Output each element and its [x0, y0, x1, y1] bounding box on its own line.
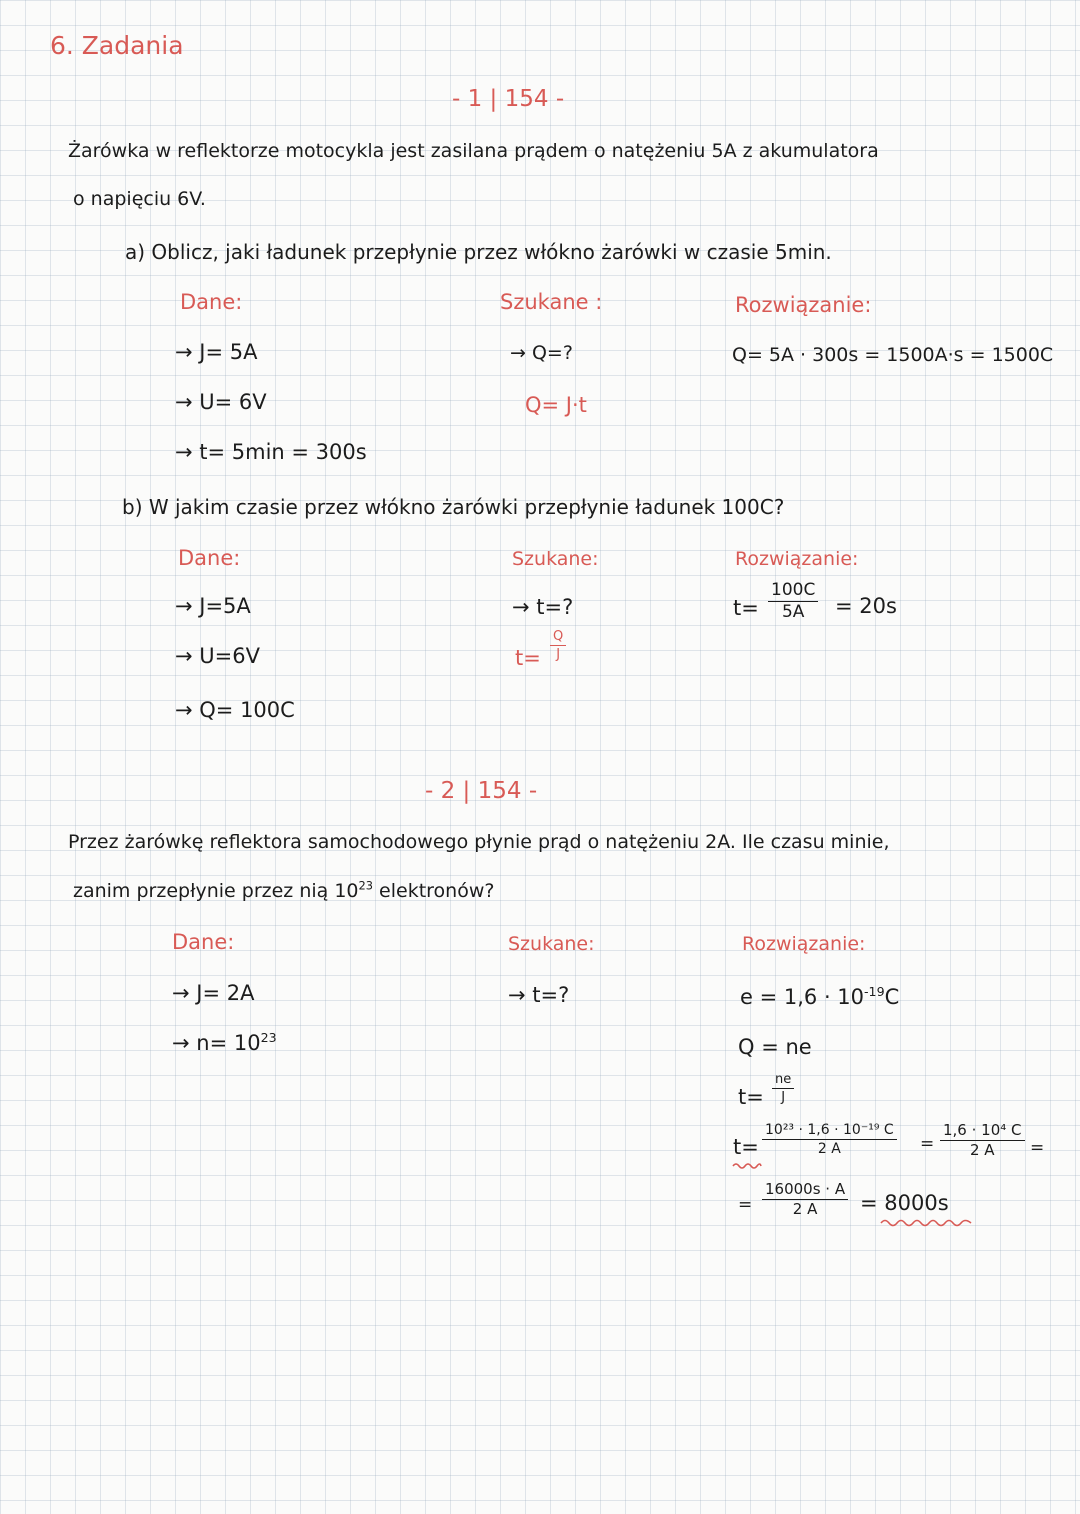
task2-calc-fraction-1 — [762, 1123, 897, 1156]
task2-dane-current: → J= 2A — [172, 981, 255, 1005]
task1a-dane-item: → t= 5min = 300s — [175, 440, 367, 464]
task1b-formula-fraction — [550, 630, 566, 661]
task1b-solution-rhs: = 20s — [835, 594, 897, 618]
task1-number: - 1 | 154 - — [452, 86, 565, 112]
task2-elementary-charge — [740, 984, 900, 1009]
task2-charge-exponent: -19 — [864, 984, 885, 999]
underline-squiggle — [880, 1218, 972, 1228]
task2-time-formula-fraction — [772, 1073, 794, 1104]
task1a-rozwiazanie-label: Rozwiązanie: — [735, 293, 872, 317]
task2-calc-equals: = — [920, 1134, 935, 1154]
task1a-dane-label: Dane: — [180, 290, 243, 314]
fraction-denominator: J — [781, 1090, 786, 1105]
task1a-dane-item: → J= 5A — [175, 340, 258, 364]
task2-calc2-fraction — [762, 1182, 848, 1217]
task2-calc-lhs: t= — [733, 1135, 759, 1159]
task2-text-line2-pre: zanim przepłynie przez nią 10 — [73, 880, 359, 902]
page-title: 6. Zadania — [50, 31, 184, 60]
task2-szukane-label: Szukane: — [508, 933, 595, 955]
task1a-question: a) Oblicz, jaki ładunek przepłynie przez włókno żarówki w czasie 5min. — [125, 240, 832, 264]
task1a-solution: Q= 5A · 300s = 1500A·s = 1500C — [732, 344, 1054, 366]
task2-calc-equals: = — [1030, 1138, 1045, 1158]
task1b-question: b) W jakim czasie przez włókno żarówki przepłynie ładunek 100C? — [122, 495, 785, 519]
task1b-dane-item: → J=5A — [175, 594, 251, 618]
task2-text-line2-post: elektronów? — [373, 880, 495, 902]
task2-rozwiazanie-label: Rozwiązanie: — [742, 933, 866, 955]
fraction-denominator: 2 A — [792, 1200, 818, 1218]
task2-charge-base: e = 1,6 · 10 — [740, 985, 865, 1009]
task1-text-line1: Żarówka w reflektorze motocykla jest zasilana prądem o natężeniu 5A z akumulatora — [68, 140, 879, 162]
task1b-szukane-label: Szukane: — [512, 548, 599, 570]
task2-dane-electrons-exponent: 23 — [260, 1030, 277, 1045]
task1b-solution-fraction — [768, 582, 818, 621]
underline-squiggle — [732, 1162, 762, 1170]
task1b-dane-item: → U=6V — [175, 644, 260, 668]
task2-charge-unit: C — [884, 985, 900, 1009]
task2-text-line2 — [73, 878, 495, 902]
fraction-numerator: 100C — [768, 582, 818, 602]
task1b-dane-item: → Q= 100C — [175, 698, 295, 722]
fraction-denominator: J — [556, 647, 561, 662]
task2-dane-electrons — [172, 1030, 277, 1055]
task2-charge-formula: Q = ne — [738, 1035, 812, 1059]
task2-dane-label: Dane: — [172, 930, 235, 954]
task1a-szukane: → Q=? — [510, 342, 573, 364]
task1a-szukane-label: Szukane : — [500, 290, 603, 314]
task1-text-line2: o napięciu 6V. — [73, 188, 206, 210]
task1b-szukane: → t=? — [512, 595, 574, 619]
task2-dane-electrons-base: → n= 10 — [172, 1031, 261, 1055]
task2-text-line1: Przez żarówkę reflektora samochodowego płynie prąd o natężeniu 2A. Ile czasu minie, — [68, 831, 890, 853]
fraction-denominator: 2 A — [817, 1141, 841, 1157]
task2-number: - 2 | 154 - — [425, 778, 538, 804]
task1b-dane-label: Dane: — [178, 546, 241, 570]
fraction-numerator: Q — [550, 630, 566, 646]
fraction-numerator: 10²³ · 1,6 · 10⁻¹⁹ C — [762, 1123, 897, 1140]
task2-time-formula-lhs: t= — [738, 1085, 764, 1109]
task1a-formula: Q= J·t — [525, 393, 587, 417]
task1a-dane-item: → U= 6V — [175, 390, 267, 414]
task2-text-line2-exponent: 23 — [358, 878, 374, 893]
task2-szukane: → t=? — [508, 983, 570, 1007]
fraction-denominator: 5A — [781, 602, 805, 622]
task1b-rozwiazanie-label: Rozwiązanie: — [735, 548, 859, 570]
task1b-solution-lhs: t= — [733, 596, 759, 620]
fraction-denominator: 2 A — [969, 1141, 995, 1159]
task2-calc2-equals: = — [738, 1195, 753, 1215]
fraction-numerator: 16000s · A — [762, 1182, 848, 1200]
fraction-numerator: 1,6 · 10⁴ C — [940, 1123, 1025, 1141]
fraction-numerator: ne — [772, 1073, 794, 1089]
task2-calc-fraction-2 — [940, 1123, 1025, 1158]
task1b-formula-lhs: t= — [515, 646, 541, 670]
task2-result: = 8000s — [860, 1191, 949, 1215]
